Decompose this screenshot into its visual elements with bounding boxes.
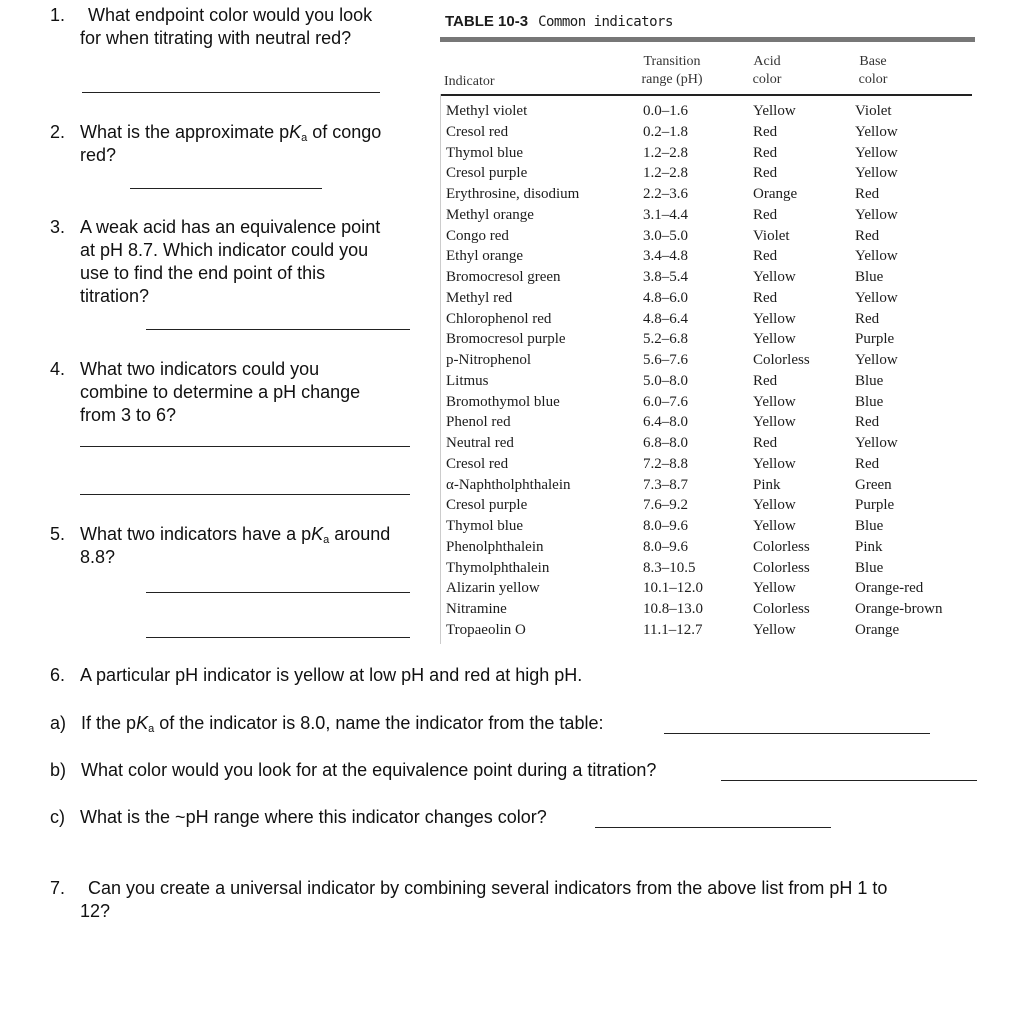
acid-color: Red bbox=[753, 372, 778, 389]
transition-range: 11.1–12.7 bbox=[643, 621, 703, 638]
table-row bbox=[440, 578, 980, 599]
table-row bbox=[440, 620, 980, 641]
indicator-name: Cresol red bbox=[446, 455, 509, 472]
base-color: Green bbox=[855, 476, 892, 493]
transition-range: 1.2–2.8 bbox=[643, 165, 688, 182]
table-row bbox=[440, 516, 980, 537]
transition-range: 7.3–8.7 bbox=[643, 476, 688, 493]
acid-color: Yellow bbox=[753, 580, 796, 597]
question-text-line bbox=[80, 121, 381, 144]
question-text-line: Can you create a universal indicator by combining several indicators from the above list from pH 1 to bbox=[88, 878, 888, 898]
acid-color: Yellow bbox=[753, 518, 796, 534]
base-color: Yellow bbox=[855, 144, 898, 161]
acid-color: Red bbox=[753, 206, 778, 223]
table-row bbox=[440, 412, 980, 433]
base-color: Yellow bbox=[855, 206, 898, 223]
transition-range: 4.8–6.4 bbox=[643, 310, 688, 327]
part-label: c) bbox=[50, 807, 65, 827]
question-number: 5. bbox=[50, 524, 66, 544]
indicator-name: Alizarin yellow bbox=[446, 580, 540, 597]
indicator-name: Tropaeolin O bbox=[446, 621, 526, 638]
question-text: A particular pH indicator is yellow at low pH and red at high pH. bbox=[80, 665, 583, 685]
transition-range: 6.4–8.0 bbox=[643, 414, 688, 431]
base-color: Purple bbox=[855, 331, 895, 348]
base-color: Yellow bbox=[855, 248, 898, 265]
text-segment: K bbox=[136, 713, 149, 733]
question-6a bbox=[50, 712, 603, 735]
header-acid-color bbox=[742, 53, 792, 89]
table-caption: Common indicators bbox=[538, 14, 673, 30]
transition-range: 0.0–1.6 bbox=[643, 103, 688, 119]
acid-color: Pink bbox=[753, 476, 781, 493]
question-number: 2. bbox=[50, 122, 66, 142]
acid-color: Yellow bbox=[753, 621, 796, 638]
acid-color: Violet bbox=[753, 227, 790, 244]
part-label: a) bbox=[50, 713, 67, 733]
answer-blank-q2[interactable] bbox=[130, 188, 322, 189]
text-segment: K bbox=[311, 524, 324, 544]
indicator-name: Neutral red bbox=[446, 435, 514, 451]
text-segment: K bbox=[289, 122, 302, 142]
text-segment: of the indicator is 8.0, name the indicator from the table: bbox=[154, 713, 604, 733]
question-text-line: for when titrating with neutral red? bbox=[80, 28, 352, 48]
indicator-name: Thymol blue bbox=[446, 518, 524, 534]
answer-blank-q1[interactable] bbox=[82, 92, 380, 93]
transition-range: 7.2–8.8 bbox=[643, 455, 688, 472]
header-text: Transition bbox=[643, 54, 701, 69]
base-color: Blue bbox=[855, 559, 884, 576]
header-text: color bbox=[858, 72, 888, 87]
table-label: TABLE 10-3 bbox=[445, 13, 529, 30]
transition-range: 8.0–9.6 bbox=[643, 518, 688, 534]
indicator-name: Methyl red bbox=[446, 289, 513, 306]
indicator-name: Bromocresol green bbox=[446, 269, 561, 285]
base-color: Blue bbox=[855, 372, 884, 389]
acid-color: Colorless bbox=[753, 601, 810, 617]
table-row bbox=[440, 288, 980, 309]
transition-range: 0.2–1.8 bbox=[643, 123, 688, 140]
question-text-line bbox=[80, 523, 390, 546]
base-color: Blue bbox=[855, 269, 884, 285]
question-number: 1. bbox=[50, 5, 66, 25]
text-segment: What is the approximate p bbox=[80, 122, 290, 142]
acid-color: Yellow bbox=[753, 103, 796, 119]
transition-range: 5.6–7.6 bbox=[643, 352, 688, 368]
transition-range: 5.0–8.0 bbox=[643, 372, 688, 389]
acid-color: Yellow bbox=[753, 393, 796, 410]
base-color: Orange-brown bbox=[855, 601, 943, 617]
subscript: a bbox=[323, 534, 330, 546]
header-indicator bbox=[444, 73, 495, 91]
question-text-line: 12? bbox=[80, 901, 111, 921]
transition-range: 7.6–9.2 bbox=[643, 497, 688, 514]
acid-color: Red bbox=[753, 165, 778, 182]
answer-blank-q6a[interactable] bbox=[664, 733, 930, 734]
table-row bbox=[440, 599, 980, 620]
indicator-name: Chlorophenol red bbox=[446, 310, 552, 327]
question-text-line: combine to determine a pH change bbox=[80, 382, 361, 402]
base-color: Yellow bbox=[855, 435, 898, 451]
table-row bbox=[440, 122, 980, 143]
indicator-name: Phenol red bbox=[446, 414, 511, 431]
subscript: a bbox=[301, 132, 308, 144]
acid-color: Colorless bbox=[753, 559, 810, 576]
transition-range: 3.1–4.4 bbox=[643, 206, 688, 223]
transition-range: 6.0–7.6 bbox=[643, 393, 688, 410]
transition-range: 3.0–5.0 bbox=[643, 227, 688, 244]
answer-blank-q6b[interactable] bbox=[721, 780, 977, 781]
transition-range: 8.3–10.5 bbox=[643, 559, 696, 576]
header-transition bbox=[632, 53, 712, 89]
header-text: Acid bbox=[753, 54, 781, 69]
question-text-line: titration? bbox=[80, 286, 150, 306]
transition-range: 5.2–6.8 bbox=[643, 331, 688, 348]
question-text-line: A weak acid has an equivalence point bbox=[80, 217, 381, 237]
base-color: Blue bbox=[855, 518, 884, 534]
base-color: Red bbox=[855, 310, 880, 327]
answer-blank-q4a[interactable] bbox=[80, 446, 410, 447]
text-segment: If the p bbox=[81, 713, 137, 733]
question-number: 6. bbox=[50, 665, 66, 685]
table-row bbox=[440, 433, 980, 454]
transition-range: 10.1–12.0 bbox=[643, 580, 703, 597]
indicator-name: Litmus bbox=[446, 372, 489, 389]
table-row bbox=[440, 226, 980, 247]
table-row bbox=[440, 454, 980, 475]
acid-color: Red bbox=[753, 248, 778, 265]
header-text: Base bbox=[859, 54, 887, 69]
base-color: Red bbox=[855, 227, 880, 244]
header-base-color bbox=[848, 53, 898, 89]
indicator-name: Thymolphthalein bbox=[446, 559, 550, 576]
indicator-name: Cresol red bbox=[446, 123, 509, 140]
question-number: 3. bbox=[50, 217, 66, 237]
acid-color: Orange bbox=[753, 186, 798, 202]
base-color: Purple bbox=[855, 497, 895, 514]
acid-color: Yellow bbox=[753, 455, 796, 472]
header-text: range (pH) bbox=[641, 72, 703, 87]
indicator-name: Bromocresol purple bbox=[446, 331, 566, 348]
question-text-line: from 3 to 6? bbox=[80, 405, 177, 425]
question-number: 4. bbox=[50, 359, 66, 379]
base-color: Yellow bbox=[855, 352, 898, 368]
text-segment: of congo bbox=[307, 122, 382, 142]
text-segment: What two indicators have a p bbox=[80, 524, 312, 544]
acid-color: Red bbox=[753, 435, 778, 451]
acid-color: Red bbox=[753, 144, 778, 161]
transition-range: 3.4–4.8 bbox=[643, 248, 688, 265]
table-row bbox=[440, 558, 980, 579]
table-row bbox=[440, 246, 980, 267]
indicator-name: Methyl orange bbox=[446, 206, 534, 223]
transition-range: 6.8–8.0 bbox=[643, 435, 688, 451]
table-row bbox=[440, 163, 980, 184]
answer-blank-q5a[interactable] bbox=[146, 592, 410, 593]
indicator-name: Cresol purple bbox=[446, 497, 528, 514]
acid-color: Yellow bbox=[753, 269, 796, 285]
base-color: Orange-red bbox=[855, 580, 924, 597]
table-row bbox=[440, 350, 980, 371]
table-top-rule bbox=[440, 37, 975, 42]
transition-range: 4.8–6.0 bbox=[643, 289, 688, 306]
part-label: b) bbox=[50, 760, 67, 780]
text-segment: around bbox=[329, 524, 391, 544]
answer-blank-q6c[interactable] bbox=[595, 827, 831, 828]
table-row bbox=[440, 143, 980, 164]
transition-range: 1.2–2.8 bbox=[643, 144, 688, 161]
transition-range: 3.8–5.4 bbox=[643, 269, 688, 285]
question-6c bbox=[50, 806, 547, 829]
base-color: Red bbox=[855, 414, 880, 431]
acid-color: Red bbox=[753, 289, 778, 306]
table-row bbox=[440, 475, 980, 496]
question-text-line: 8.8? bbox=[80, 547, 116, 567]
transition-range: 2.2–3.6 bbox=[643, 186, 688, 202]
base-color: Yellow bbox=[855, 123, 898, 140]
acid-color: Yellow bbox=[753, 310, 796, 327]
indicator-name: Thymol blue bbox=[446, 144, 524, 161]
base-color: Red bbox=[855, 186, 880, 202]
table-title bbox=[445, 13, 673, 30]
question-text: What color would you look for at the equivalence point during a titration? bbox=[81, 760, 657, 780]
table-row bbox=[440, 371, 980, 392]
answer-blank-q3[interactable] bbox=[146, 329, 410, 330]
indicator-name: Congo red bbox=[446, 227, 509, 244]
base-color: Violet bbox=[855, 103, 892, 119]
indicator-name: α-Naphtholphthalein bbox=[446, 476, 571, 493]
header-text: Indicator bbox=[444, 74, 495, 89]
table-row bbox=[440, 101, 980, 122]
answer-blank-q4b[interactable] bbox=[80, 494, 410, 495]
table-row bbox=[440, 205, 980, 226]
indicator-name: Nitramine bbox=[446, 601, 507, 617]
acid-color: Yellow bbox=[753, 414, 796, 431]
question-text-line: use to find the end point of this bbox=[80, 263, 326, 283]
acid-color: Red bbox=[753, 123, 778, 140]
table-row bbox=[440, 184, 980, 205]
question-6b bbox=[50, 759, 656, 782]
table-row bbox=[440, 495, 980, 516]
subscript: a bbox=[148, 723, 155, 735]
base-color: Yellow bbox=[855, 165, 898, 182]
table-row bbox=[440, 537, 980, 558]
answer-blank-q5b[interactable] bbox=[146, 637, 410, 638]
indicator-name: Methyl violet bbox=[446, 103, 528, 119]
question-text-line: at pH 8.7. Which indicator could you bbox=[80, 240, 369, 260]
question-text: What is the ~pH range where this indicator changes color? bbox=[80, 807, 547, 827]
base-color: Orange bbox=[855, 621, 900, 638]
table-row bbox=[440, 267, 980, 288]
question-text-line: What endpoint color would you look bbox=[88, 5, 373, 25]
table-row bbox=[440, 329, 980, 350]
acid-color: Yellow bbox=[753, 497, 796, 514]
indicator-name: Cresol purple bbox=[446, 165, 528, 182]
table-row bbox=[440, 392, 980, 413]
question-text-line: red? bbox=[80, 145, 117, 165]
indicator-name: Erythrosine, disodium bbox=[446, 186, 580, 202]
acid-color: Colorless bbox=[753, 352, 810, 368]
transition-range: 10.8–13.0 bbox=[643, 601, 703, 617]
base-color: Blue bbox=[855, 393, 884, 410]
indicator-name: Ethyl orange bbox=[446, 248, 524, 265]
base-color: Yellow bbox=[855, 289, 898, 306]
header-text: color bbox=[752, 72, 782, 87]
question-text-line: What two indicators could you bbox=[80, 359, 320, 379]
base-color: Red bbox=[855, 455, 880, 472]
header-rule bbox=[440, 94, 972, 96]
base-color: Pink bbox=[855, 538, 883, 555]
acid-color: Yellow bbox=[753, 331, 796, 348]
indicator-name: p-Nitrophenol bbox=[446, 352, 531, 368]
question-number: 7. bbox=[50, 878, 66, 898]
table-row bbox=[440, 309, 980, 330]
question-6 bbox=[50, 664, 582, 687]
transition-range: 8.0–9.6 bbox=[643, 538, 688, 555]
acid-color: Colorless bbox=[753, 538, 810, 555]
indicator-name: Bromothymol blue bbox=[446, 393, 560, 410]
indicator-name: Phenolphthalein bbox=[446, 538, 544, 555]
